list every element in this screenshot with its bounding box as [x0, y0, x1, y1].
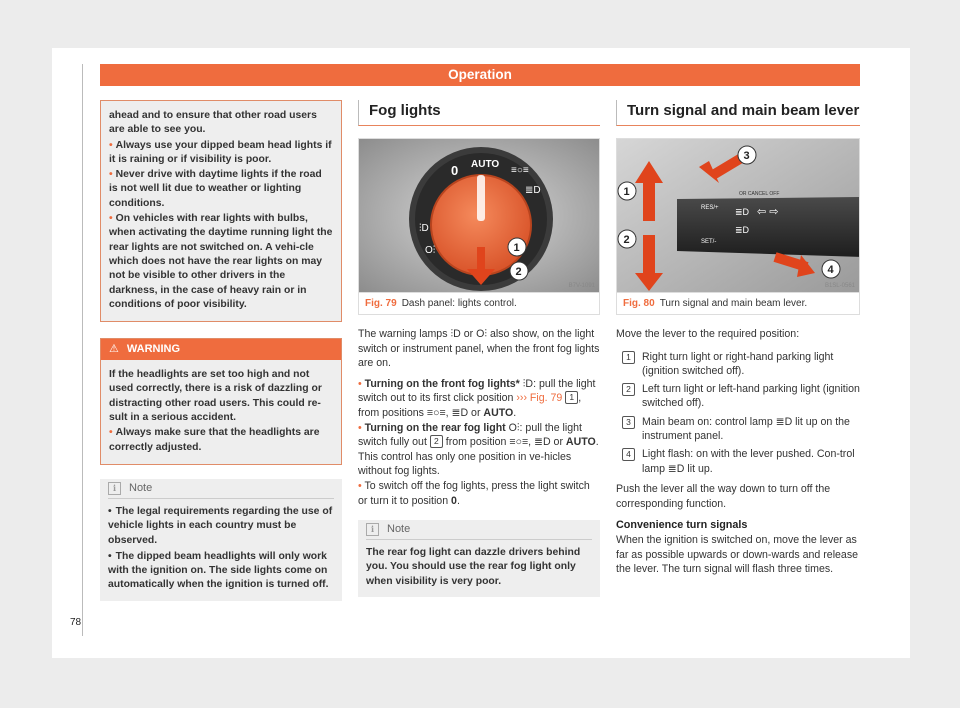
column-3 — [616, 100, 860, 577]
dipped-beam-icon: ≣D — [525, 185, 541, 196]
convenience-paragraph: When the ignition is switched on, move the lever as far as possible upwards or down-wards and release the lever. The turn signal will flash three times. — [616, 534, 859, 576]
fog-note-text: The rear fog light can dazzle drivers behind you. You should use the rear fog light only when visibility is very poor. — [366, 539, 592, 589]
note-bullet: • The legal requirements regarding the use of vehicle lights in each country must be observed. — [108, 505, 333, 546]
list-item: 4 Light flash: on with the lever pushed. Con-trol lamp ≣D lit up. — [616, 447, 860, 476]
main-beam-lamp-icon: ≣D — [667, 462, 685, 475]
warning-box — [100, 338, 342, 465]
figure-79-image — [359, 139, 599, 292]
rear-fog-icon: O⫶ — [425, 245, 436, 256]
side-light-icon: ≡○≡ — [509, 436, 529, 449]
callout-1: 1 — [513, 242, 520, 254]
side-light-icon: ≡○≡ — [426, 406, 446, 419]
figure-79 — [358, 138, 600, 315]
figure-code: B1SL-0561 — [824, 283, 855, 289]
section-title-turn-signal: Turn signal and main beam lever — [616, 100, 860, 126]
list-item: 3 Main beam on: control lamp ≣D lit up on the instrument panel. — [616, 415, 860, 444]
page-number: 78 — [70, 617, 82, 628]
note-header: i Note — [108, 479, 334, 498]
lever-label-top: OR CANCEL OFF — [739, 191, 780, 197]
section-title-fog-lights: Fog lights — [358, 100, 600, 126]
column-2 — [358, 100, 600, 597]
main-beam-lamp-icon: ≣D — [775, 415, 793, 428]
main-beam-lever-icon: ≣D — [735, 207, 750, 217]
list-item: 1 Right turn light or right-hand parking light (ignition switched off). — [616, 350, 860, 379]
step-badge-2: 2 — [430, 435, 443, 448]
note-header: i Note — [366, 520, 592, 539]
dipped-beam-icon: ≣D — [451, 406, 469, 419]
column-1 — [100, 100, 342, 601]
figure-80-caption: Fig. 80 Turn signal and main beam lever. — [617, 292, 859, 314]
figure-79-caption: Fig. 79 Dash panel: lights control. — [359, 292, 599, 314]
turn-arrows-icon: ⇦ ⇨ — [757, 206, 779, 218]
front-fog-lamp-icon: ⫶D — [450, 328, 461, 340]
figure-code: B7V-1091 — [568, 283, 595, 289]
warning-bullet: • Always make sure that the headlights are correctly adjusted. — [109, 427, 320, 453]
note-box — [100, 479, 342, 601]
warning-triangle-icon: ⚠ — [109, 343, 119, 356]
warning-body — [101, 360, 341, 464]
fog-warning-paragraph: The warning lamps ⫶D or O⫶ also show, on the light switch or instrument panel, when the front fog lights are on. — [358, 328, 600, 370]
list-item: 2 Left turn light or left-hand parking light (ignition switched off). — [616, 382, 860, 411]
switch-off-instruction: • To switch off the fog lights, press the light switch or turn it to position 0. — [358, 479, 590, 507]
front-fog-instruction: • Turning on the front fog lights* ⫶D: pull the light switch out to its first click position ››› Fig. 79 1 , from positions ≡○≡, ≣D or AUTO. — [358, 377, 596, 419]
callout-3: 3 — [743, 150, 750, 162]
lever-label-set: SET/- — [701, 239, 717, 245]
callout-1: 1 — [623, 186, 630, 198]
caution-bullet: • Always use your dipped beam head lights if it is raining or if visibility is poor. — [109, 139, 332, 165]
rear-fog-lamp-icon: O⫶ — [508, 421, 520, 434]
step-badge-1: 1 — [565, 391, 578, 404]
fog-note-box — [358, 520, 600, 597]
front-fog-lamp-icon: ⫶D — [522, 377, 534, 390]
front-fog-icon: ⫶D — [419, 223, 429, 234]
warning-text: If the headlights are set too high and not used correctly, there is a risk of dazzling or distracting other road users. This could re-sult in a serious accident. — [109, 369, 322, 424]
note-body — [108, 498, 334, 593]
side-light-icon: ≡○≡ — [511, 165, 529, 176]
page-header: Operation — [100, 64, 860, 86]
note-bullet: • The dipped beam headlights will only work with the ignition on. The side lights come on automatically when the ignition is turned off. — [108, 550, 329, 591]
lever-positions-list — [616, 350, 860, 476]
info-icon: i — [366, 523, 379, 536]
figure-80 — [616, 138, 860, 315]
rear-fog-instruction: • Turning on the rear fog light O⫶: pull the light switch fully out 2 from position ≡○≡, ≣D or AUTO. This control has only one position in ve-hicles without fog lights. — [358, 421, 599, 478]
caution-intro: ahead and to ensure that other road users are able to see you. — [109, 110, 317, 136]
figure-79-link[interactable]: ››› Fig. 79 — [516, 392, 563, 405]
callout-2: 2 — [623, 234, 630, 246]
caution-bullet: • On vehicles with rear lights with bulbs, when activating the daytime running light the rear lights are not switched on. A vehi-cle which does not have the rear lights on may not be visible to other drivers in the darkness, in the case of heavy rain or in conditions of poor visibility. — [109, 213, 333, 310]
figure-80-image — [617, 139, 859, 292]
page-side-rule — [82, 64, 83, 636]
lever-label-res: RES/+ — [701, 205, 719, 211]
convenience-turn-signals-heading: Convenience turn signals — [616, 519, 748, 532]
turn-signal-lever-illustration — [617, 139, 859, 292]
lever-off-paragraph: Push the lever all the way down to turn off the corresponding function. — [616, 482, 831, 510]
light-switch-illustration — [359, 139, 599, 292]
dipped-beam-icon: ≣D — [534, 436, 551, 449]
callout-2: 2 — [515, 266, 522, 278]
warning-header: ⚠ WARNING — [101, 339, 341, 360]
lever-intro: Move the lever to the required position: — [616, 328, 800, 340]
caution-bullet: • Never drive with daytime lights if the road is not well lit due to weather or lighting conditions. — [109, 169, 322, 209]
rear-fog-lamp-icon: O⫶ — [476, 328, 487, 340]
dipped-lever-icon: ≣D — [735, 225, 750, 235]
caution-box — [100, 100, 342, 322]
callout-4: 4 — [827, 264, 834, 276]
knob-label-zero: 0 — [451, 163, 459, 178]
info-icon: i — [108, 482, 121, 495]
knob-label-auto: AUTO — [471, 159, 500, 170]
